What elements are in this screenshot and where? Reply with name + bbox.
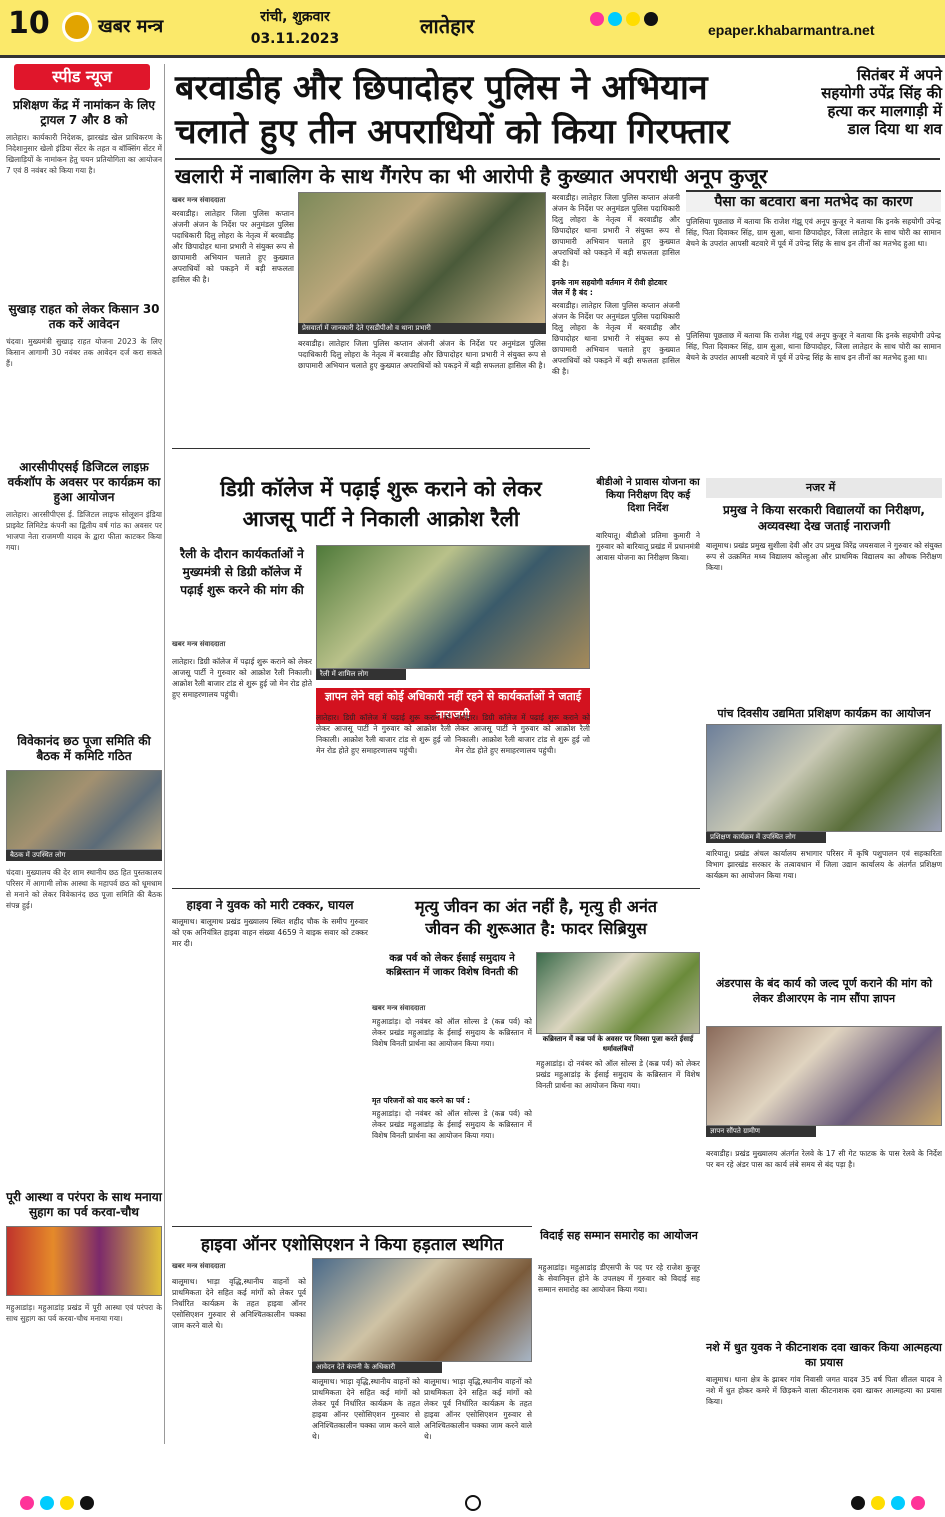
swatch-dot <box>80 1496 94 1510</box>
byline: खबर मन्त्र संवाददाता <box>372 1004 426 1012</box>
byline: खबर मन्त्र संवाददाता <box>172 640 226 648</box>
city-day: रांची, शुक्रवार <box>260 9 330 25</box>
registration-mark-icon <box>465 1495 481 1511</box>
box-title-bar <box>686 190 941 212</box>
karwa-chauth-photo <box>6 1226 162 1296</box>
father-headline-line: मृत्यु जीवन का अंत नहीं है, मृत्यु ही अनंत <box>414 897 658 916</box>
speed-news-headline: विवेकानंद छठ पूजा समिति की बैठक में कमिटि गठित <box>17 734 151 763</box>
speed-news-body: महुआडांड़। महुआडांड़ प्रखंड में पूरी आस्था एवं परंपरा के साथ सुहाग का पर्व करवा-चौथ मनाया गया। <box>6 1303 162 1323</box>
speed-news-item <box>6 460 162 689</box>
speed-news-headline: आरसीपीएसई डिजिटल लाइफ़ वर्कशॉप के अवसर पर कार्यक्रम का हुआ आयोजन <box>7 460 161 504</box>
lead-body-cont: बरवाडीह। लातेहार जिला पुलिस कप्तान अंजनी अंजन के निर्देश पर अनुमंडल पुलिस पदाधिकारी दिलु लोहरा के नेतृत्व में बरवाडीह और छिपादोहर थाना प्रभारी ने संयुक्त रूप से छापामारी अभियान चलाते हुए कुख्यात अपराधियों को पकड़ने में बड़ी सफलता हासिल की है। <box>298 339 546 370</box>
father-body-cont: महुआडांड़। दो नवंबर को ऑल सोल्स डे (कब्र पर्व) को लेकर प्रखंड महुआडांड़ के ईसाई समुदाय के कब्रिस्तान में विशेष विनती प्रार्थना का आयोजन किया गया। <box>536 1059 700 1090</box>
swatch-dot <box>911 1496 925 1510</box>
divider <box>175 158 940 160</box>
college-headline-line: डिग्री कॉलेज में पढ़ाई शुरू कराने को लेकर <box>220 477 542 501</box>
side-headline: सितंबर में अपने सहयोगी उपेंद्र सिंह की हत्या कर मालगाड़ी में डाल दिया था शव <box>821 66 942 138</box>
photo-caption: कब्रिस्तान में कब्र पर्व के अवसर पर मिस्सा पूजा करते ईसाई धर्मावलंबियों <box>542 1035 694 1053</box>
swatch-dot <box>851 1496 865 1510</box>
swatch-dot <box>40 1496 54 1510</box>
college-body-cont: लातेहार। डिग्री कॉलेज में पढ़ाई शुरू कराने को लेकर आजसू पार्टी ने गुरुवार को आक्रोश रैली निकाली। आक्रोश रैली बाजार टांड से शुरू हुई जो मेन रोड होते हुए समाहरणालय पहुंची। <box>316 713 451 755</box>
najar-label-bar <box>706 478 942 498</box>
swatch-dot <box>644 12 658 26</box>
speed-news-body: चंदवा। मुख्यमंत्री सुखाड़ राहत योजना 2023 के लिए किसान आगामी 30 नवंबर तक आवेदन दर्ज करा सकते हैं। <box>6 337 162 368</box>
farewell-body: महुआडांड़। महुआडांड़ डीएसपी के पद पर रहे राजेश कुजूर के सेवानिवृत्त होने के उपलक्ष्य में गुरुवार को विदाई सह सम्मान समारोह का आयोजन किया गया। <box>538 1263 700 1294</box>
speed-news-headline: पूरी आस्था व परंपरा के साथ मनाया सुहाग का पर्व करवा-चौथ <box>6 1190 162 1219</box>
highway-body: बालूमाथ। बालूमाथ प्रखंड मुख्यालय स्थित शहीद चौक के समीप गुरुवार को एक अनियंत्रित हाइवा वाहन संख्या 4659 ने बाइक सवार को टक्कर मार दी। <box>172 917 368 948</box>
memorandum-photo <box>312 1258 532 1362</box>
speed-news-item <box>6 734 162 1117</box>
graveyard-photo <box>536 952 700 1034</box>
father-body: महुआडांड़। दो नवंबर को ऑल सोल्स डे (कब्र पर्व) को लेकर प्रखंड महुआडांड़ के ईसाई समुदाय के कब्रिस्तान में विशेष विनती प्रार्थना का आयोजन किया गया। <box>372 1017 532 1048</box>
box-body-cont: पुलिसिया पूछताछ में बताया कि राजेश गंझू एवं अनूप कुजूर ने बताया कि इनके सहयोगी उपेन्द्र सिंह, पिता दिवाकर सिंह, ग्राम सुआ, थाना छिपादोहर, जिला लातेहार के साथ चोरी का सामान बेचने के उपरांत आपसी बटवारे में पूर्व में उपेन्द्र सिंह के साथ इन तीनों का मतभेद हुआ था। <box>686 331 941 362</box>
swatch-dot <box>608 12 622 26</box>
death-body: बालूमाथ। थाना क्षेत्र के झाबर गांव निवासी जगत यादव 35 वर्ष पिता शीतल यादव ने नशे में धुत होकर कमरे में छिड़कने वाला कीटनाशक दवा खाकर आत्महत्या का प्रयास किया। <box>706 1375 942 1406</box>
photo-caption: रैली में शामिल लोग <box>316 669 406 680</box>
speed-news-item <box>6 302 162 446</box>
inset-heading: मृत परिजनों को याद करने का पर्व : <box>372 1096 471 1105</box>
inset-heading: इनके नाम सहयोगी वर्तमान में रीवी होटवार जेल में है बंद : <box>552 278 667 297</box>
lead-headline-line: चलाते हुए तीन अपराधियों को किया गिरफ्तार <box>175 112 730 152</box>
haiwa-body: बालूमाथ। भाड़ा वृद्धि,स्थानीय वाहनों को प्राथमिकता देने सहित कई मांगों को लेकर पूर्व निर्धारित कार्यक्रम के तहत हाइवा ऑनर एसोसिएशन गुरुवार से अनिश्चितकालीन चक्का जाम करने वाले थे। <box>172 1277 306 1330</box>
lead-subheadline: खलारी में नाबालिग के साथ गैंगरेप का भी आरोपी है कुख्यात अपराधी अनूप कुजूर <box>175 164 768 188</box>
swatch-dot <box>891 1496 905 1510</box>
page-number: 10 <box>8 6 50 41</box>
meeting-photo <box>6 770 162 850</box>
college-red-bar: ज्ञापन लेने वहां कोई अधिकारी नहीं रहने से कार्यकर्ताओं ने जताई नाराजगी <box>316 688 590 724</box>
haiwa-body-cont: बालूमाथ। भाड़ा वृद्धि,स्थानीय वाहनों को प्राथमिकता देने सहित कई मांगों को लेकर पूर्व निर्धारित कार्यक्रम के तहत हाइवा ऑनर एसोसिएशन गुरुवार से अनिश्चितकालीन चक्का जाम करने वाले थे। <box>424 1377 532 1441</box>
divider <box>172 888 700 889</box>
father-headline <box>372 896 700 940</box>
swatch-dot <box>60 1496 74 1510</box>
divider <box>172 1226 532 1227</box>
training-photo <box>706 724 942 832</box>
speed-news-headline: प्रशिक्षण केंद्र में नामांकन के लिए ट्रायल 7 और 8 को <box>12 98 156 127</box>
training-body: बारियातू। प्रखंड अंचल कार्यालय सभागार परिसर में कृषि पशुपालन एवं सहकारिता विभाग झारखंड सरकार के तत्वावधान में जिला उद्यान कार्यालय के अंतर्गत प्रशिक्षण कार्यक्रम का आयोजन किया गया। <box>706 849 942 880</box>
speed-news-item <box>6 98 162 292</box>
footer-swatches-left <box>20 1496 94 1510</box>
issue-date: 03.11.2023 <box>250 31 340 47</box>
divider <box>172 448 590 449</box>
speed-news-item <box>6 1190 162 1452</box>
college-body-cont: लातेहार। डिग्री कॉलेज में पढ़ाई शुरू कराने को लेकर आजसू पार्टी ने गुरुवार को आक्रोश रैली निकाली। आक्रोश रैली बाजार टांड से शुरू हुई जो मेन रोड होते हुए समाहरणालय पहुंची। <box>455 713 590 755</box>
underpass-headline: अंडरपास के बंद कार्य को जल्द पूर्ण कराने की मांग को लेकर डीआरएम के नाम सौंपा ज्ञापन <box>715 977 933 1005</box>
college-headline <box>172 474 590 534</box>
lead-body-cont: बरवाडीह। लातेहार जिला पुलिस कप्तान अंजनी अंजन के निर्देश पर अनुमंडल पुलिस पदाधिकारी दिलु लोहरा के नेतृत्व में बरवाडीह और छिपादोहर थाना प्रभारी ने संयुक्त रूप से छापामारी अभियान चलाते हुए कुख्यात अपराधियों को पकड़ने में बड़ी सफलता हासिल की है। <box>552 193 680 268</box>
swatch-dot <box>590 12 604 26</box>
byline: खबर मन्त्र संवाददाता <box>172 196 226 204</box>
awas-body: बारियातू। बीडीओ प्रतिमा कुमारी ने गुरुवार को बारियातू प्रखंड में प्रधानमंत्री आवास योजना का निरीक्षण किया। <box>596 531 700 562</box>
footer-swatches-right <box>851 1496 925 1510</box>
najar-body: बालूमाथ। प्रखंड प्रमुख सुशीला देवी और उप प्रमुख विरेंद्र जयसवाल ने गुरुवार को संयुक्त रूप से उत्क्रमित मध्य विद्यालय कोल्हुआ और प्राथमिक विद्यालय का औचक निरीक्षण किया। <box>706 541 942 572</box>
box-title: पैसा का बटवारा बना मतभेद का कारण <box>714 194 913 210</box>
box-body: पुलिसिया पूछताछ में बताया कि राजेश गंझू एवं अनूप कुजूर ने बताया कि इनके सहयोगी उपेन्द्र सिंह, पिता दिवाकर सिंह, ग्राम सुआ, थाना छिपादोहर, जिला लातेहार के साथ चोरी का सामान बेचने के उपरांत आपसी बटवारे में पूर्व में उपेन्द्र सिंह के साथ इन तीनों का मतभेद हुआ था। <box>686 217 941 248</box>
photo-caption: प्रशिक्षण कार्यक्रम में उपस्थित लोग <box>706 832 826 843</box>
father-headline-line: जीवन की शुरूआत है: फादर सिब्रियुस <box>425 919 647 938</box>
speed-news-body: लातेहार। कार्यकारी निदेशक, झारखंड खेल प्राधिकरण के निदेशानुसार खेलो इंडिया सेंटर के तहत व बॉक्सिंग सेंटर में खिलाड़ियों के नामांकन हेतु चयन प्रतियोगिता का आयोजन 7 एवं 8 नवंबर को किया गया है। <box>6 133 162 175</box>
press-conference-photo <box>298 192 546 324</box>
highway-headline: हाइवा ने युवक को मारी टक्कर, घायल <box>186 898 354 912</box>
speed-news-body: चंदवा। मुख्यालय की देर शाम स्थानीय छठ हित पुस्तकालय परिसर में आगामी लोक आस्था के महापर्व छठ को धूमधाम से मनाने को लेकर विवेकानंद छठ पूजा समिति की बैठक संपन्न हुई। <box>6 868 162 910</box>
photo-caption: ज्ञापन सौंपते ग्रामीण <box>706 1126 816 1137</box>
haiwa-headline: हाइवा ऑनर एशोसिएशन ने किया हड़ताल स्थगित <box>200 1235 504 1255</box>
dateline <box>240 6 350 50</box>
underpass-photo <box>706 1026 942 1126</box>
swatch-dot <box>871 1496 885 1510</box>
speed-news-badge: स्पीड न्यूज <box>14 64 150 90</box>
swatch-dot <box>20 1496 34 1510</box>
death-headline: नशे में धुत युवक ने कीटनाशक दवा खाकर किया आत्महत्या का प्रयास <box>706 1341 942 1369</box>
lead-body: बरवाडीह। लातेहार जिला पुलिस कप्तान अंजनी अंजन के निर्देश पर अनुमंडल पुलिस पदाधिकारी दिलु लोहरा के नेतृत्व में बरवाडीह और छिपादोहर थाना प्रभारी ने संयुक्त रूप से छापामारी अभियान चलाते हुए कुख्यात अपराधियों को पकड़ने में बड़ी सफलता हासिल की है। <box>172 209 294 284</box>
photo-caption: बैठक में उपस्थित लोग <box>6 850 162 861</box>
lead-headline <box>175 66 805 154</box>
father-deck: कब्र पर्व को लेकर ईसाई समुदाय ने कब्रिस्तान में जाकर विशेष विनती की <box>386 953 518 978</box>
college-deck: रैली के दौरान कार्यकर्ताओं ने मुख्यमंत्री से डिग्री कॉलेज में पढ़ाई शुरू करने की मांग की <box>180 547 304 597</box>
brand-logo-icon <box>62 12 92 42</box>
section-title: लातेहार <box>420 14 475 38</box>
lead-body-cont: बरवाडीह। लातेहार जिला पुलिस कप्तान अंजनी अंजन के निर्देश पर अनुमंडल पुलिस पदाधिकारी दिलु लोहरा के नेतृत्व में बरवाडीह और छिपादोहर थाना प्रभारी ने संयुक्त रूप से छापामारी अभियान चलाते हुए कुख्यात अपराधियों को पकड़ने में बड़ी सफलता हासिल की है। <box>552 301 680 376</box>
brand-name: खबर मन्त्र <box>98 16 164 37</box>
color-swatches <box>590 12 658 26</box>
haiwa-body-cont: बालूमाथ। भाड़ा वृद्धि,स्थानीय वाहनों को प्राथमिकता देने सहित कई मांगों को लेकर पूर्व निर्धारित कार्यक्रम के तहत हाइवा ऑनर एसोसिएशन गुरुवार से अनिश्चितकालीन चक्का जाम करने वाले थे। <box>312 1377 420 1441</box>
lead-headline-line: बरवाडीह और छिपादोहर पुलिस ने अभियान <box>175 68 708 108</box>
underpass-body: बरवाडीह। प्रखंड मुख्यालय अंतर्गत रेलवे के 17 सी गेट फाटक के पास रेलवे के निर्देश पर बन रहे अंडर पास का कार्य लंबे समय से बंद पड़ा है। <box>706 1149 942 1169</box>
speed-news-headline: सुखाड़ राहत को लेकर किसान 30 तक करें आवेदन <box>8 302 160 331</box>
najar-headline: प्रमुख ने किया सरकारी विद्यालयों का निरीक्षण, अव्यवस्था देख जताई नाराजगी <box>723 503 925 533</box>
college-headline-line: आजसू पार्टी ने निकाली आक्रोश रैली <box>242 507 520 531</box>
byline: खबर मन्त्र संवाददाता <box>172 1262 226 1270</box>
training-headline: पांच दिवसीय उद्यमिता प्रशिक्षण कार्यक्रम का आयोजन <box>717 707 931 720</box>
photo-caption: प्रेसवार्ता में जानकारी देते एसडीपीओ व थाना प्रभारी <box>298 323 546 334</box>
awas-headline: बीडीओ ने प्रावास योजना का किया निरीक्षण दिए कई दिशा निर्देश <box>596 477 700 514</box>
farewell-headline: विदाई सह सम्मान समारोह का आयोजन <box>540 1229 698 1242</box>
color-registration-footer <box>0 1488 945 1517</box>
rally-photo <box>316 545 590 669</box>
college-body: लातेहार। डिग्री कॉलेज में पढ़ाई शुरू कराने को लेकर आजसू पार्टी ने गुरुवार को आक्रोश रैली निकाली। आक्रोश रैली बाजार टांड से शुरू हुई जो मेन रोड होते हुए समाहरणालय पहुंची। <box>172 657 312 699</box>
site-url[interactable]: epaper.khabarmantra.net <box>708 22 875 38</box>
speed-news-body: लातेहार। आरसीपीएस ई. डिजिटल लाइफ सोलूशन इंडिया प्राइवेट लिमिटेड कंपनी का द्वितीय वर्ष गांठ का अवसर पर भाजपा नेता राजमणी यादव के द्वारा फीता काटकर किया गया। <box>6 510 162 552</box>
najar-label: नजर में <box>806 481 836 494</box>
swatch-dot <box>626 12 640 26</box>
father-body-cont: महुआडांड़। दो नवंबर को ऑल सोल्स डे (कब्र पर्व) को लेकर प्रखंड महुआडांड़ के ईसाई समुदाय के कब्रिस्तान में विशेष विनती प्रार्थना का आयोजन किया गया। <box>372 1109 532 1140</box>
photo-caption: आवेदन देते कंपनी के अधिकारी <box>312 1362 442 1373</box>
